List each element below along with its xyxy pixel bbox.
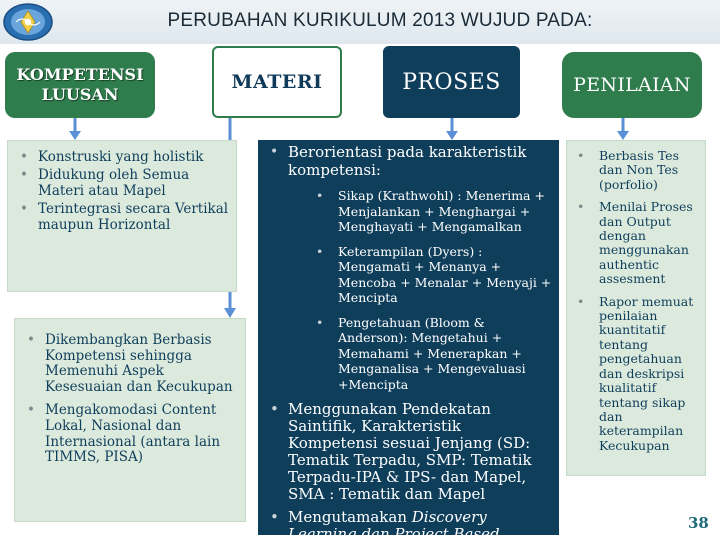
page-title: PERUBAHAN KURIKULUM 2013 WUJUD PADA:	[167, 10, 593, 31]
list-item: • Menggunakan Pendekatan Saintifik, Karakteristik Kompetensi sesuai Jenjang (SD: Tematik Terpadu, SMP: Tematik Terpadu-IPA & IPS- dan Mapel, SMA : Tematik dan Mapel	[264, 401, 553, 503]
list-item: • Mengakomodasi Content Lokal, Nasional dan Internasional (antara lain TIMMS, PISA)	[19, 403, 239, 465]
list-item: • Rapor memuat penilaian kuantitatif tentang pengetahuan dan deskripsi kualitatif tentang sikap dan keterampilan Kecukupan	[571, 295, 701, 453]
sub-list-item: • Pengetahuan (Bloom & Anderson): Mengetahui + Memahami + Menerapkan + Menganalisa + Mengevaluasi +Mencipta	[288, 315, 553, 393]
list-item: • Dikembangkan Berbasis Kompetensi sehingga Memenuhi Aspek Kesesuaian dan Kecukupan	[19, 333, 239, 395]
list-item	[264, 509, 553, 560]
sub-list-item: • Sikap (Krathwohl) : Menerima + Menjalankan + Menghargai + Menghayati + Mengamalkan	[288, 188, 553, 235]
tut-wuri-handayani-logo	[2, 2, 54, 42]
list-item-text: Mengutamakan	[288, 508, 412, 526]
list-item: • Didukung oleh Semua Materi atau Mapel	[12, 167, 230, 200]
list-item	[264, 144, 553, 392]
proses-panel	[258, 140, 559, 560]
proses-heading: PROSES	[383, 46, 520, 118]
kompetensi-panel	[7, 140, 237, 292]
materi-heading: MATERI	[212, 46, 342, 118]
page-number: 38	[688, 514, 709, 532]
list-item: • Konstruski yang holistik	[12, 149, 230, 166]
materi-panel	[14, 318, 246, 522]
kompetensi-lulusan-heading: KOMPETENSI LUUSAN	[5, 52, 155, 118]
penilaian-panel	[566, 140, 706, 476]
list-item-italic: Discovery Learning dan Project Based Learning	[288, 508, 500, 560]
list-item: • Berbasis Tes dan Non Tes (porfolio)	[571, 149, 701, 192]
arrow-down-icon	[444, 118, 460, 142]
arrow-down-icon	[615, 118, 631, 142]
sub-list-item: • Keterampilan (Dyers) : Mengamati + Menanya + Mencoba + Menalar + Menyaji + Mencipta	[288, 244, 553, 306]
list-item: • Menilai Proses dan Output dengan menggunakan authentic assesment	[571, 200, 701, 286]
list-item: • Terintegrasi secara Vertikal maupun Horizontal	[12, 201, 230, 234]
proses-intro: Berorientasi pada karakteristik kompetensi:	[288, 143, 527, 179]
arrow-down-icon	[67, 118, 83, 142]
penilaian-heading: PENILAIAN	[562, 52, 702, 118]
